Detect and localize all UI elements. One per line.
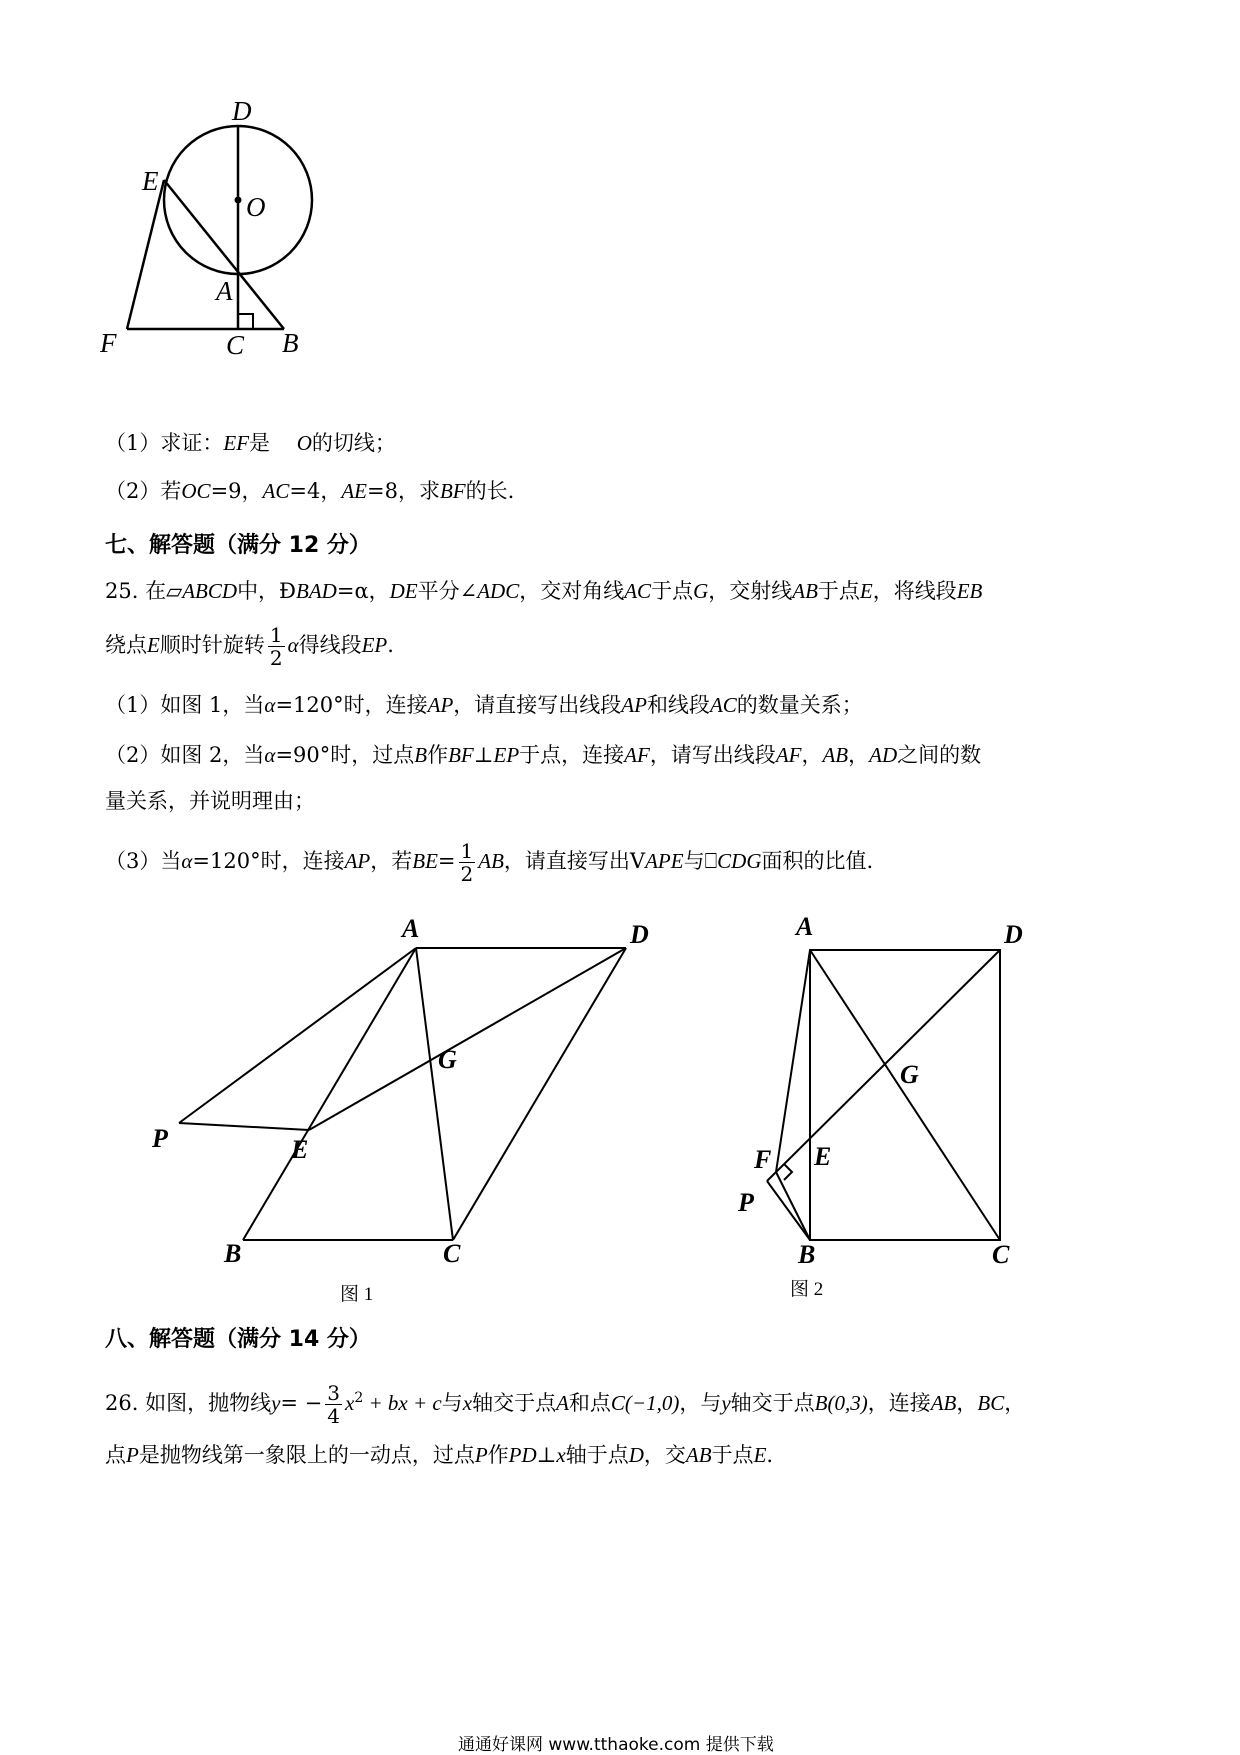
fig1-caption: 图 1 <box>340 1284 374 1305</box>
q25-line1: 25. 在▱ABCD中，ÐBAD=α，DE平分∠ADC，交对角线AC于点G，交射线AB于点E，将线段EB <box>105 579 983 603</box>
fig1-pe <box>179 1123 309 1130</box>
figure-2 <box>710 905 1070 1310</box>
circle-tangent-figure <box>100 100 360 410</box>
fig1-label-d: D <box>630 920 649 949</box>
figure-1 <box>140 905 680 1310</box>
page-footer: 通通好课网 www.tthaoke.com 提供下载 <box>458 1735 774 1755</box>
fig1-label-p: P <box>152 1124 168 1153</box>
right-angle-mark <box>238 314 253 329</box>
fig1-label-a: A <box>402 914 420 943</box>
fig2-label-b: B <box>798 1240 816 1269</box>
fig1-de <box>309 948 626 1130</box>
q26-line1: 26. 如图，抛物线y= − $\frac{3}{4}$ $x^2$ + bx + c与x轴交于点A和点C(−1,0)，与y轴交于点B(0,3)，连接AB，BC， <box>105 1381 1026 1428</box>
fig1-label-c: C <box>443 1239 461 1268</box>
fig1-label-g: G <box>438 1045 457 1074</box>
fig2-label-c: C <box>992 1240 1010 1269</box>
line-eb <box>164 180 284 329</box>
section-7-heading: 七、解答题（满分 12 分） <box>105 533 371 558</box>
q25-part2: （2）如图 2，当α=90°时，过点B作BF⊥EP于点，连接AF，请写出线段AF，AB，AD之间的数 <box>105 743 982 767</box>
q25-part1: （1）如图 1，当α=120°时，连接AP，请直接写出线段AP和线段AC的数量关系； <box>105 693 863 717</box>
fig2-ac <box>810 950 1000 1240</box>
fraction-half: $\frac{1}{2}$ <box>269 623 283 670</box>
label-e: E <box>142 166 159 196</box>
label-f: F <box>100 328 117 358</box>
fig2-label-g: G <box>900 1060 919 1089</box>
fig2-caption: 图 2 <box>790 1279 824 1300</box>
q25-part3: （3）当α=120°时，连接AP，若BE= $\frac{1}{2}$ AB，请直接写出VAPE与⎕CDG面积的比值. <box>105 839 874 886</box>
fig1-label-b: B <box>224 1239 242 1268</box>
fig1-label-e: E <box>291 1135 309 1164</box>
label-b: B <box>282 328 299 358</box>
fig2-dp <box>767 950 1000 1181</box>
label-c: C <box>226 330 245 360</box>
q25-part2-cont: 量关系，并说明理由； <box>105 789 315 813</box>
fig1-ap <box>179 948 416 1123</box>
fraction-three-quarters: $\frac{3}{4}$ <box>327 1381 341 1428</box>
fig2-pb <box>767 1181 810 1240</box>
fig1-ac <box>416 948 453 1240</box>
fraction-half-2: $\frac{1}{2}$ <box>460 839 474 886</box>
fig1-dc <box>453 948 626 1240</box>
label-d: D <box>232 100 252 126</box>
fig2-label-d: D <box>1004 920 1023 949</box>
q25-line2: 绕点E顺时针旋转 $\frac{1}{2}$ α得线段EP. <box>105 623 394 670</box>
section-8-heading: 八、解答题（满分 14 分） <box>105 1327 371 1352</box>
q24-part2: （2）若OC=9，AC=4，AE=8，求BF的长. <box>105 479 515 503</box>
center-point-o <box>235 197 242 204</box>
fig2-label-e: E <box>814 1142 832 1171</box>
label-a: A <box>216 276 233 306</box>
fig2-label-a: A <box>796 912 814 941</box>
fig2-bf <box>776 1172 810 1240</box>
fig1-ab <box>243 948 416 1240</box>
fig2-af <box>776 950 810 1172</box>
fig2-label-f: F <box>754 1145 772 1174</box>
fig2-label-p: P <box>738 1188 754 1217</box>
q26-line2: 点P是抛物线第一象限上的一动点，过点P作PD⊥x轴于点D，交AB于点E. <box>105 1443 774 1467</box>
fig2-right-angle <box>784 1164 792 1180</box>
label-o: O <box>246 192 266 222</box>
q24-part1: （1）求证：EF是 O的切线； <box>105 431 396 455</box>
line-ef <box>127 180 164 329</box>
